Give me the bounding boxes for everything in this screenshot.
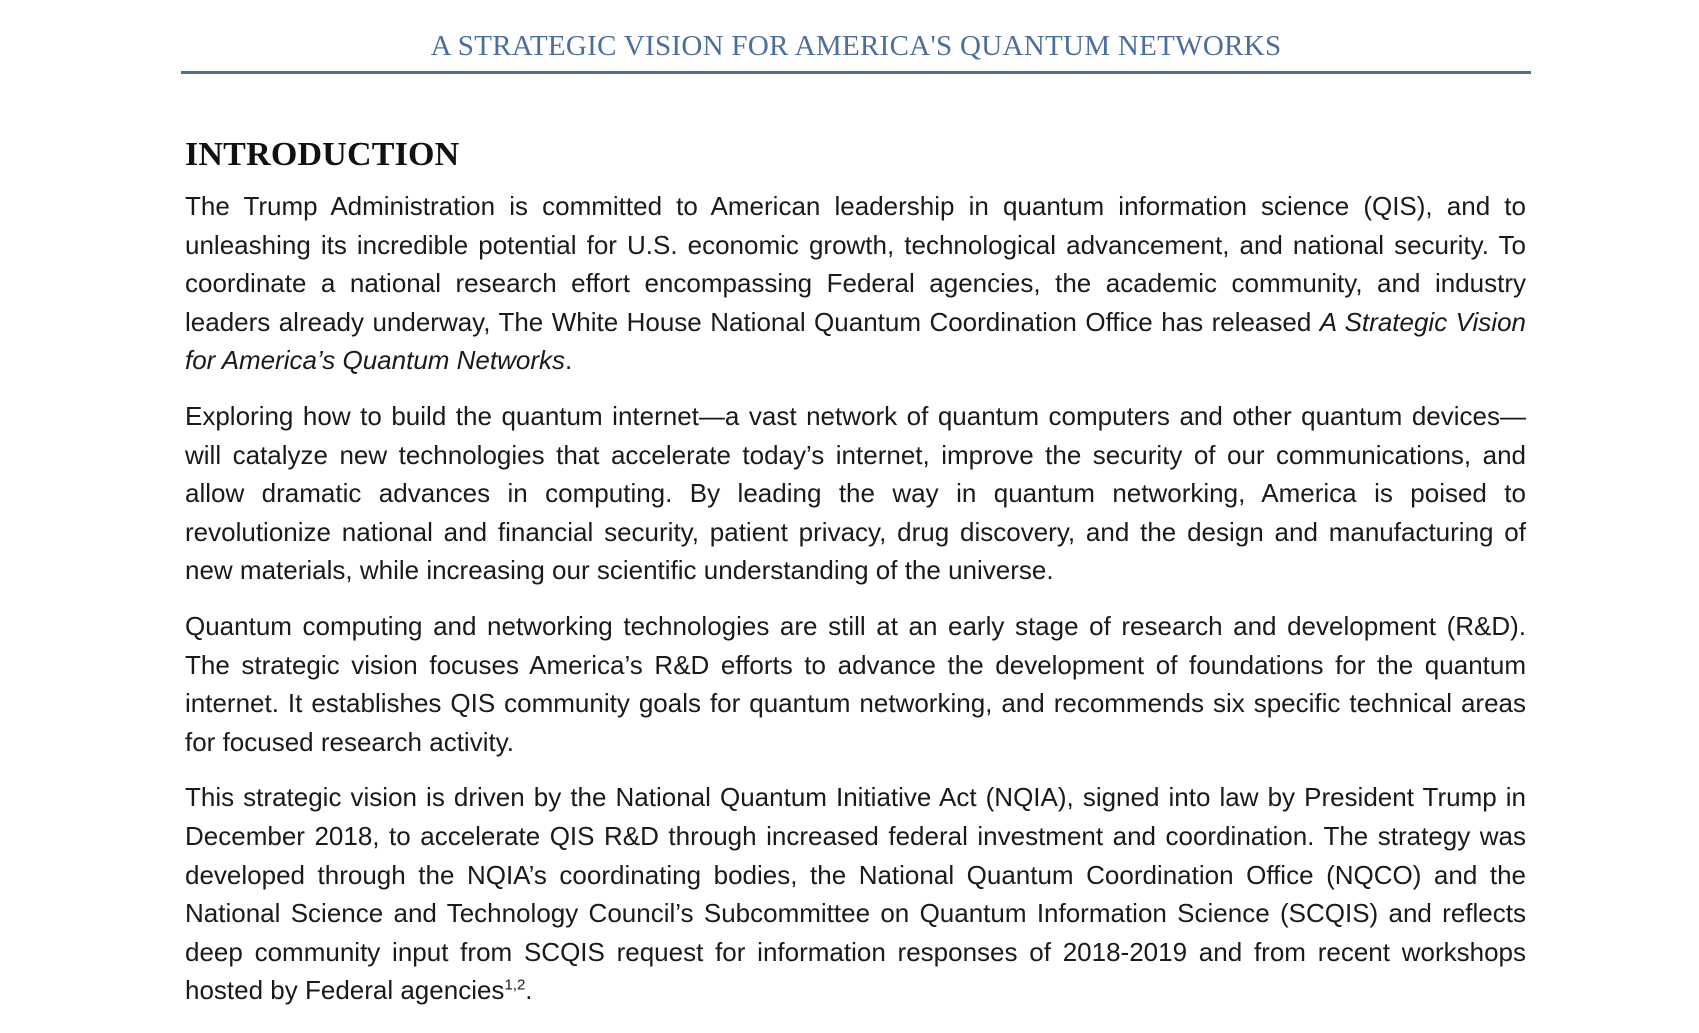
document-title: A STRATEGIC VISION FOR AMERICA'S QUANTUM NETWORKS [430,30,1282,62]
section-heading: INTRODUCTION [185,136,460,173]
paragraph-4 [185,778,1526,1010]
document-body [185,133,1526,1027]
document-title-italic: A Strategic Vision for America’s Quantum Networks [185,306,1526,376]
paragraph-2-text: Exploring how to build the quantum internet—a vast network of quantum computers and other quantum devices—will catalyze new technologies that accelerate today’s internet, improve the security of our communications, and allow dramatic advances in computing. By leading the way in quantum networking, America is poised to revolutionize national and financial security, patient privacy, drug discovery, and the design and manufacturing of new materials, while increasing our scientific understanding of the universe. [185,400,1526,586]
paragraph-4-end: . [525,975,533,1006]
paragraph-1-text: The Trump Administration is committed to American leadership in quantum information science (QIS), and to unleashing its incredible potential for U.S. economic growth, technological advancement, and national security. To coordinate a national research effort encompassing Federal agencies, the academic community, and industry leaders already underway, The White House National Quantum Coordination Office has released [185,191,1526,337]
footnote-reference[interactable]: 1,2 [504,976,526,994]
page-header [181,26,1531,66]
paragraph-3-text: Quantum computing and networking technologies are still at an early stage of research and development (R&D). The strategic vision focuses America’s R&D efforts to advance the development of foundations for the quantum internet. It establishes QIS community goals for quantum networking, and recommends six specific technical areas for focused research activity. [185,610,1526,757]
paragraph-3 [185,607,1526,761]
paragraph-4-text: This strategic vision is driven by the National Quantum Initiative Act (NQIA), signed into law by President Trump in December 2018, to accelerate QIS R&D through increased federal investment and coordination. The strategy was developed through the NQIA’s coordinating bodies, the National Quantum Coordination Office (NQCO) and the National Science and Technology Council’s Subcommittee on Quantum Information Science (SCQIS) and reflects deep community input from SCQIS request for information responses of 2018-2019 and from recent workshops hosted by Federal agencies [185,782,1526,1006]
paragraph-1-end: . [565,345,573,376]
paragraph-1 [185,187,1526,380]
header-divider [181,71,1531,74]
paragraph-2 [185,397,1526,590]
